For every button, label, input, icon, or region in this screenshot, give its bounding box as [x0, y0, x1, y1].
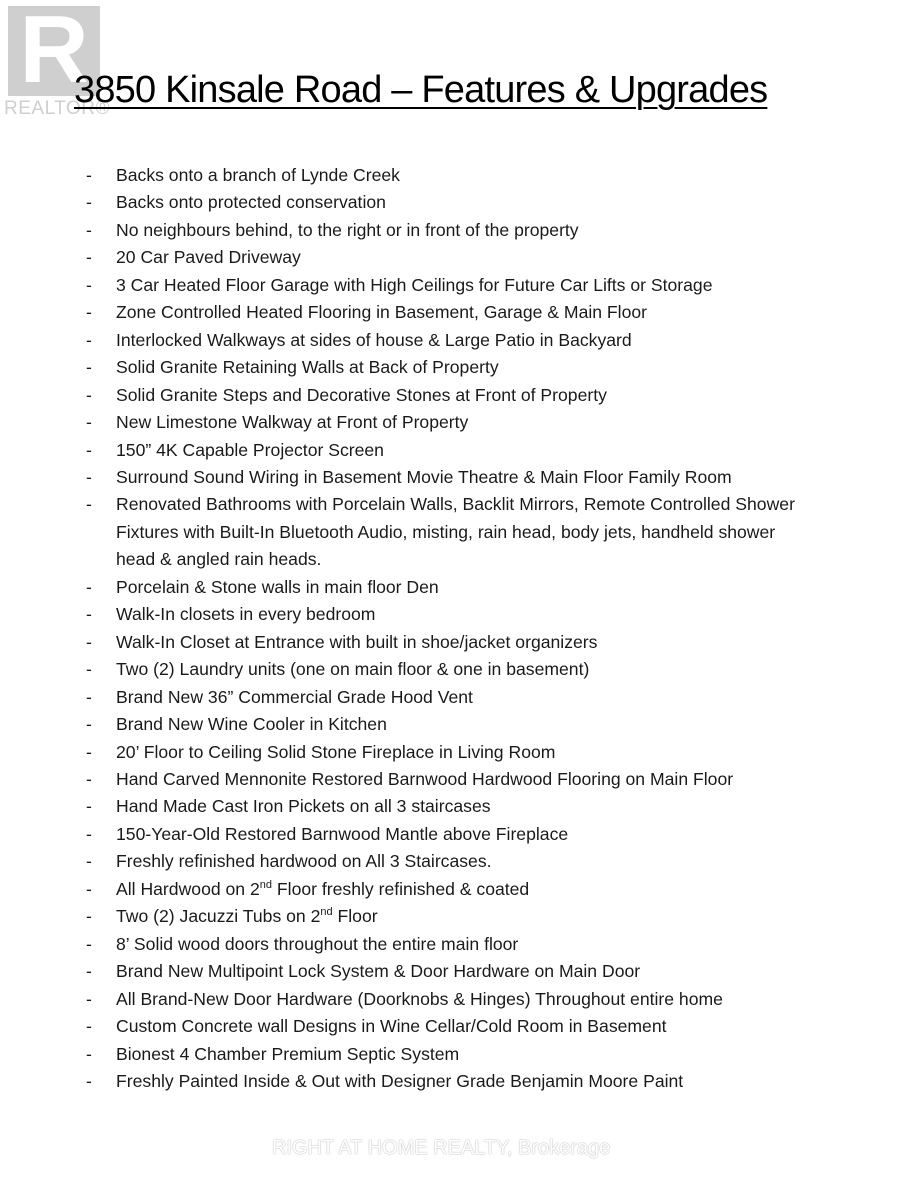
- feature-item: - Walk-In Closet at Entrance with built in shoe/jacket organizers: [84, 629, 804, 656]
- feature-item: - Renovated Bathrooms with Porcelain Walls, Backlit Mirrors, Remote Controlled Shower Fixtures with Built-In Bluetooth Audio, misting, rain head, body jets, handheld shower head & angled rain heads.: [84, 491, 804, 573]
- feature-item: - 150” 4K Capable Projector Screen: [84, 437, 804, 464]
- feature-item: - No neighbours behind, to the right or in front of the property: [84, 217, 804, 244]
- feature-item: - Freshly Painted Inside & Out with Designer Grade Benjamin Moore Paint: [84, 1068, 804, 1095]
- feature-item: - Interlocked Walkways at sides of house & Large Patio in Backyard: [84, 327, 804, 354]
- feature-item: - 20 Car Paved Driveway: [84, 244, 804, 271]
- features-list: [84, 162, 804, 1095]
- feature-item: - 3 Car Heated Floor Garage with High Ceilings for Future Car Lifts or Storage: [84, 272, 804, 299]
- feature-item: - Hand Carved Mennonite Restored Barnwood Hardwood Flooring on Main Floor: [84, 766, 804, 793]
- realtor-logo-letter: R: [19, 0, 89, 103]
- feature-item: - Two (2) Laundry units (one on main floor & one in basement): [84, 656, 804, 683]
- realtor-logo-text: REALTOR®: [4, 98, 110, 119]
- feature-item: - Brand New 36” Commercial Grade Hood Vent: [84, 684, 804, 711]
- brokerage-watermark: RIGHT AT HOME REALTY, Brokerage: [272, 1137, 611, 1159]
- feature-item: - New Limestone Walkway at Front of Property: [84, 409, 804, 436]
- feature-item: - Two (2) Jacuzzi Tubs on 2nd Floor: [84, 903, 804, 930]
- feature-item: - Solid Granite Steps and Decorative Stones at Front of Property: [84, 382, 804, 409]
- feature-item: - Brand New Wine Cooler in Kitchen: [84, 711, 804, 738]
- feature-item: - Hand Made Cast Iron Pickets on all 3 staircases: [84, 793, 804, 820]
- feature-item: - 8’ Solid wood doors throughout the entire main floor: [84, 931, 804, 958]
- feature-item: - All Hardwood on 2nd Floor freshly refinished & coated: [84, 876, 804, 903]
- feature-item: - Freshly refinished hardwood on All 3 Staircases.: [84, 848, 804, 875]
- feature-item: - Porcelain & Stone walls in main floor Den: [84, 574, 804, 601]
- feature-item: - Walk-In closets in every bedroom: [84, 601, 804, 628]
- feature-item: - Bionest 4 Chamber Premium Septic System: [84, 1041, 804, 1068]
- feature-item: - Zone Controlled Heated Flooring in Basement, Garage & Main Floor: [84, 299, 804, 326]
- page-title: 3850 Kinsale Road – Features & Upgrades: [74, 69, 768, 111]
- feature-item: - Custom Concrete wall Designs in Wine Cellar/Cold Room in Basement: [84, 1013, 804, 1040]
- feature-item: - Solid Granite Retaining Walls at Back of Property: [84, 354, 804, 381]
- feature-item: - 20’ Floor to Ceiling Solid Stone Fireplace in Living Room: [84, 739, 804, 766]
- feature-item: - Brand New Multipoint Lock System & Door Hardware on Main Door: [84, 958, 804, 985]
- feature-item: - Backs onto protected conservation: [84, 189, 804, 216]
- feature-item: - Surround Sound Wiring in Basement Movie Theatre & Main Floor Family Room: [84, 464, 804, 491]
- feature-item: - Backs onto a branch of Lynde Creek: [84, 162, 804, 189]
- feature-item: - 150-Year-Old Restored Barnwood Mantle above Fireplace: [84, 821, 804, 848]
- feature-item: - All Brand-New Door Hardware (Doorknobs & Hinges) Throughout entire home: [84, 986, 804, 1013]
